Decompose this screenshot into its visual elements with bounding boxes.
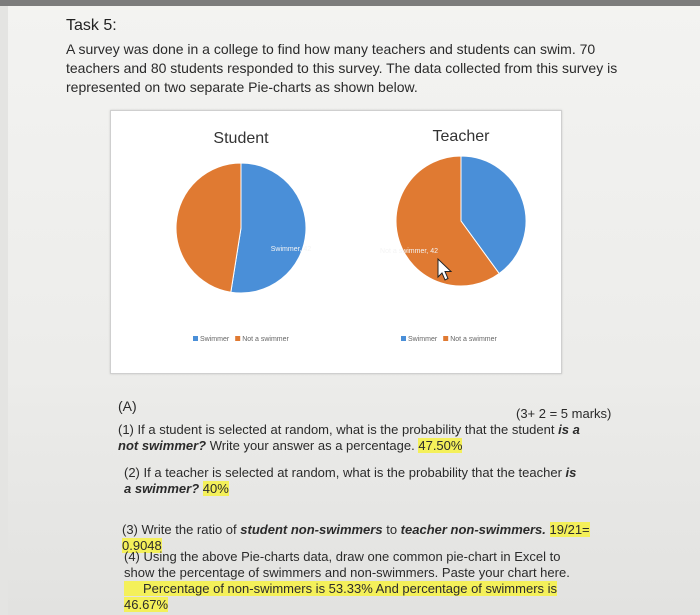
pie-title-1: Teacher [432, 128, 490, 145]
pie-1-data-label: Not a swimmer, 42 [380, 248, 438, 255]
q1-emphasis: is a not swimmer? [118, 422, 580, 453]
task-title: Task 5: [66, 17, 117, 34]
q1-answer: 47.50% [418, 438, 463, 453]
q2-text: If a teacher is selected at random, what is the probability that the teacher [143, 465, 562, 480]
pie-1-legend-swatch-0 [401, 336, 406, 341]
q2-answer: 40% [202, 481, 229, 496]
pie-1-legend-label-1: Not a swimmer [450, 336, 497, 343]
task-intro: A survey was done in a college to find how many teachers and students can swim. 70 teachers and 80 students responded to this survey. The data collected from this survey is represented on two separate Pie-charts as shown below. [66, 41, 618, 95]
q4-number: (4) [124, 549, 140, 564]
q3-answer: 19/21= 0.9048 [122, 522, 590, 553]
q3-number: (3) [122, 522, 138, 537]
q3-mid: to [386, 522, 398, 537]
question-4 [124, 549, 594, 613]
q3-emphasis-1: student non-swimmers [240, 522, 383, 537]
pie-1-legend-swatch-1 [443, 336, 448, 341]
pie-0-legend-label-1: Not a swimmer [242, 336, 289, 343]
pie-0-legend-swatch-1 [235, 336, 240, 341]
q4-answer: Percentage of non-swimmers is 53.33% And percentage of swimmers is 46.67% [124, 581, 558, 612]
pie-0-slice-swimmer [231, 163, 306, 293]
q2-emphasis: is a swimmer? [124, 465, 577, 496]
q1-text: If a student is selected at random, what is the probability that the student [137, 422, 555, 437]
q4-text: Using the above Pie-charts data, draw one common pie-chart in Excel to show the percentage of swimmers and non-swimmers. Paste your chart here. [124, 549, 570, 580]
pie-0-slice-not-a-swimmer [176, 163, 241, 292]
question-1 [118, 422, 588, 454]
q3-emphasis-2: teacher non-swimmers. [400, 522, 546, 537]
pie-charts-panel [110, 110, 562, 374]
question-2 [124, 465, 584, 497]
q2-number: (2) [124, 465, 140, 480]
pie-0-legend-label-0: Swimmer [200, 336, 230, 343]
q1-number: (1) [118, 422, 134, 437]
pie-title-0: Student [213, 130, 269, 147]
pie-charts-svg [111, 111, 561, 373]
q1-post: Write your answer as a percentage. [209, 438, 415, 453]
pie-0-legend-swatch-0 [193, 336, 198, 341]
pie-0-data-label: Swimmer, 42 [270, 246, 312, 253]
q3-text: Write the ratio of [141, 522, 237, 537]
marks-label: (3+ 2 = 5 marks) [516, 406, 612, 421]
pie-1-legend-label-0: Swimmer [408, 336, 438, 343]
section-label: (A) [118, 398, 137, 414]
